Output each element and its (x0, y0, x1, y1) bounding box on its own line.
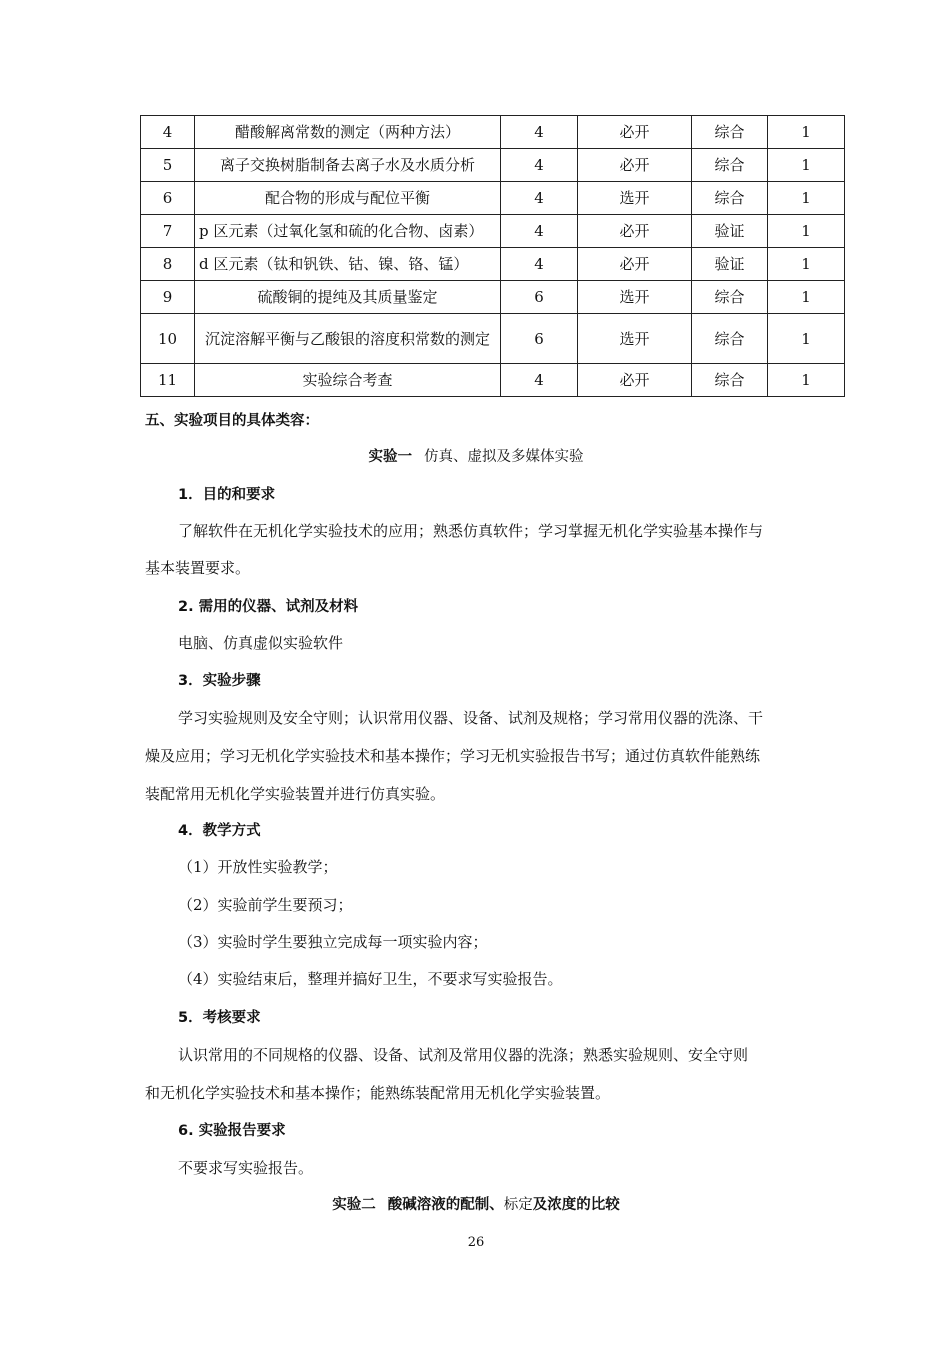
page-number: 26 (467, 1235, 485, 1250)
cell-name: 配合物的形成与配位平衡 (195, 182, 501, 215)
cell-type: 选开 (578, 182, 692, 215)
experiment-2-title (0, 1194, 952, 1216)
experiment-2-name-part2: 标定 (503, 1197, 533, 1213)
steps-line-3: 装配常用无机化学实验装置并进行仿真实验。 (145, 785, 446, 803)
cell-type: 必开 (578, 364, 692, 397)
cell-hours: 4 (501, 149, 578, 182)
cell-category: 综合 (692, 281, 768, 314)
cell-type: 选开 (578, 314, 692, 364)
experiment-2-number: 实验二 (332, 1197, 376, 1213)
cell-hours: 6 (501, 281, 578, 314)
steps-line-2: 燥及应用；学习无机化学实验技术和基本操作；学习无机实验报告书写；通过仿真软件能熟练 (145, 747, 761, 765)
cell-groups: 1 (768, 215, 845, 248)
table-row (141, 314, 845, 364)
cell-name: p 区元素（过氧化氢和硫的化合物、卤素） (195, 215, 501, 248)
cell-hours: 4 (501, 182, 578, 215)
cell-category: 综合 (692, 314, 768, 364)
heading-purpose: 1．目的和要求 (178, 487, 276, 503)
purpose-line-1: 了解软件在无机化学实验技术的应用；熟悉仿真软件；学习掌握无机化学实验基本操作与 (178, 522, 764, 540)
heading-teaching-method: 4．教学方式 (178, 823, 261, 839)
table-row (141, 364, 845, 397)
assessment-line-2: 和无机化学实验技术和基本操作；能熟练装配常用无机化学实验装置。 (145, 1084, 611, 1102)
method-item-1: （1）开放性实验教学； (178, 858, 338, 876)
experiment-1-number: 实验一 (368, 449, 412, 465)
cell-name: 实验综合考查 (195, 364, 501, 397)
cell-no: 9 (141, 281, 195, 314)
method-item-2: （2）实验前学生要预习； (178, 896, 353, 914)
method-item-3: （3）实验时学生要独立完成每一项实验内容； (178, 933, 488, 951)
cell-no: 11 (141, 364, 195, 397)
table-row (141, 116, 845, 149)
table-row (141, 182, 845, 215)
cell-category: 综合 (692, 182, 768, 215)
report-text: 不要求写实验报告。 (178, 1159, 314, 1177)
assessment-line-1: 认识常用的不同规格的仪器、设备、试剂及常用仪器的洗涤；熟悉实验规则、安全守则 (178, 1046, 749, 1064)
heading-report: 6. 实验报告要求 (178, 1123, 286, 1139)
cell-category: 综合 (692, 116, 768, 149)
cell-groups: 1 (768, 314, 845, 364)
cell-category: 验证 (692, 215, 768, 248)
table-row (141, 215, 845, 248)
experiment-table-body (141, 116, 845, 397)
cell-no: 5 (141, 149, 195, 182)
section-heading: 五、实验项目的具体类容： (145, 413, 319, 429)
table-row (141, 149, 845, 182)
cell-category: 综合 (692, 149, 768, 182)
cell-category: 验证 (692, 248, 768, 281)
cell-groups: 1 (768, 149, 845, 182)
experiment-1-title (0, 446, 952, 468)
experiment-1-name: 仿真、虚拟及多媒体实验 (424, 449, 584, 465)
instruments-text: 电脑、仿真虚似实验软件 (178, 634, 344, 652)
cell-groups: 1 (768, 281, 845, 314)
experiment-2-name-part3: 及浓度的比较 (532, 1197, 620, 1213)
cell-name: 醋酸解离常数的测定（两种方法） (195, 116, 501, 149)
cell-no: 7 (141, 215, 195, 248)
cell-hours: 4 (501, 116, 578, 149)
cell-hours: 4 (501, 215, 578, 248)
cell-category: 综合 (692, 364, 768, 397)
cell-type: 必开 (578, 215, 692, 248)
cell-groups: 1 (768, 116, 845, 149)
heading-instruments: 2. 需用的仪器、试剂及材料 (178, 599, 359, 615)
purpose-line-2: 基本装置要求。 (145, 559, 251, 577)
cell-name: 离子交换树脂制备去离子水及水质分析 (195, 149, 501, 182)
experiment-table (140, 115, 845, 397)
cell-no: 4 (141, 116, 195, 149)
experiment-2-name-part1: 酸碱溶液的配制、 (387, 1197, 504, 1213)
cell-no: 10 (141, 314, 195, 364)
cell-name: d 区元素（钛和钒铁、钴、镍、铬、锰） (195, 248, 501, 281)
table-row (141, 281, 845, 314)
steps-line-1: 学习实验规则及安全守则；认识常用仪器、设备、试剂及规格；学习常用仪器的洗涤、干 (178, 709, 764, 727)
cell-type: 选开 (578, 281, 692, 314)
cell-hours: 6 (501, 314, 578, 364)
heading-steps: 3．实验步骤 (178, 673, 261, 689)
cell-no: 6 (141, 182, 195, 215)
cell-name: 沉淀溶解平衡与乙酸银的溶度积常数的测定 (195, 314, 501, 364)
cell-no: 8 (141, 248, 195, 281)
cell-hours: 4 (501, 364, 578, 397)
heading-assessment: 5．考核要求 (178, 1010, 261, 1026)
cell-hours: 4 (501, 248, 578, 281)
cell-groups: 1 (768, 182, 845, 215)
cell-name: 硫酸铜的提纯及其质量鉴定 (195, 281, 501, 314)
cell-groups: 1 (768, 248, 845, 281)
table-row (141, 248, 845, 281)
cell-type: 必开 (578, 149, 692, 182)
cell-type: 必开 (578, 116, 692, 149)
method-item-4: （4）实验结束后，整理并搞好卫生，不要求写实验报告。 (178, 970, 563, 988)
cell-type: 必开 (578, 248, 692, 281)
cell-groups: 1 (768, 364, 845, 397)
